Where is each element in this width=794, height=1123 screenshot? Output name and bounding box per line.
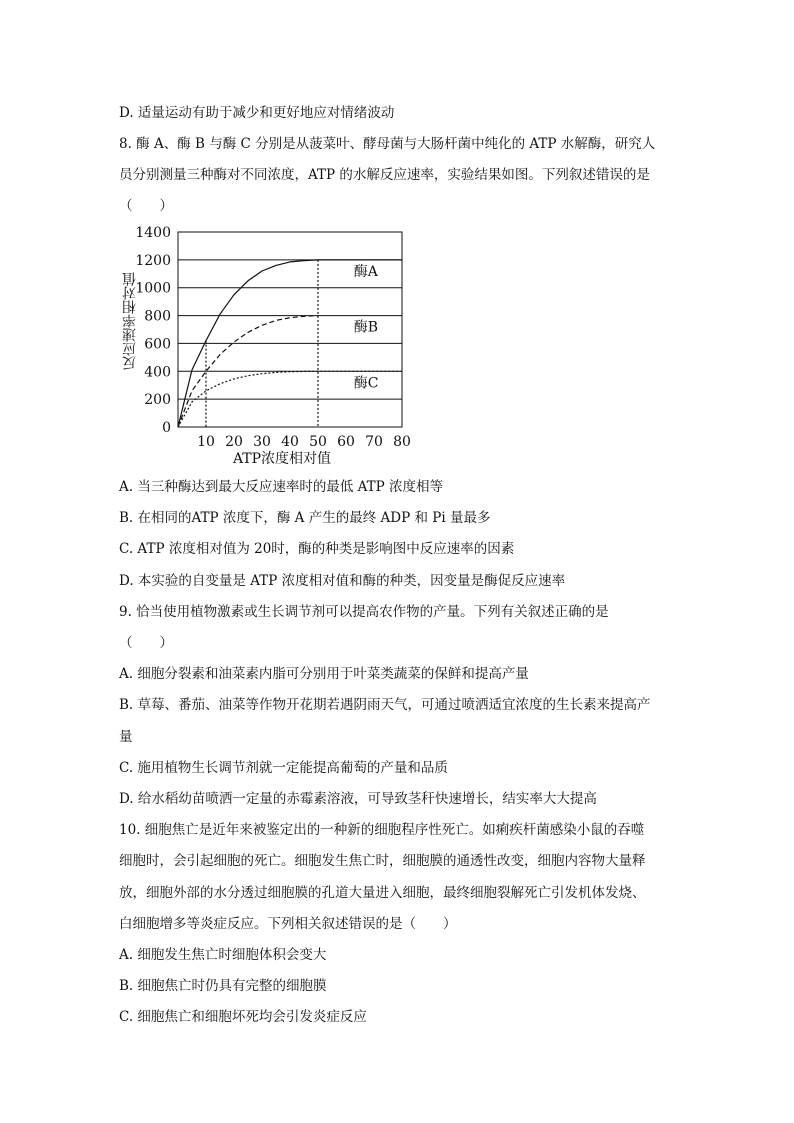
y-tick-labels [135,225,171,436]
text-line-bottom-8: 量 [119,728,133,745]
text-line-bottom-17: C. 细胞焦亡和细胞坏死均会引发炎症反应 [119,1009,367,1026]
x-tick-label: 20 [225,434,243,450]
x-tick-label: 60 [337,434,355,450]
y-tick-label: 400 [144,364,171,381]
y-tick-label: 600 [144,336,171,353]
text-line-bottom-14: 白细胞增多等炎症反应。下列相关叙述错误的是（ ） [119,915,457,932]
text-line-bottom-11: 10. 细胞焦亡是近年来被鉴定出的一种新的细胞程序性死亡。如痢疾杆菌感染小鼠的吞噬 [119,822,645,839]
text-line-bottom-3: D. 本实验的自变量是 ATP 浓度相对值和酶的种类，因变量是酶促反应速率 [119,572,566,589]
series-label: 酶B [353,319,379,336]
x-tick-label: 70 [365,434,383,450]
text-line-bottom-7: B. 草莓、番茄、油菜等作物开花期若遇阴雨天气，可通过喷洒适宜浓度的生长素来提高产 [119,697,651,714]
x-axis-label: ATP浓度相对值 [232,451,332,467]
text-line-top-2: 员分别测量三种酶对不同浓度，ATP 的水解反应速率，实验结果如图。下列叙述错误的是 [119,167,650,183]
text-line-bottom-15: A. 细胞发生焦亡时细胞体积会变大 [119,947,327,963]
y-tick-label: 1400 [135,225,171,241]
text-line-top-1: 8. 酶 A、酶 B 与酶 C 分别是从菠菜叶、酵母菌与大肠杆菌中纯化的 ATP 水解酶，研究人 [119,136,656,152]
text-line-bottom-0: A. 当三种酶达到最大反应速率时的最低 ATP 浓度相等 [119,479,444,495]
x-tick-labels [197,434,411,450]
x-tick-label: 50 [309,434,327,450]
y-tick-label: 200 [144,392,171,409]
x-tick-label: 40 [281,434,299,450]
x-tick-label: 80 [393,434,411,450]
text-line-bottom-4: 9. 恰当使用植物激素或生长调节剂可以提高农作物的产量。下列有关叙述正确的是 [119,603,609,620]
text-line-bottom-1: B. 在相同的ATP 浓度下，酶 A 产生的最终 ADP 和 Pi 量最多 [119,510,491,527]
text-line-bottom-9: C. 施用植物生长调节剂就一定能提高葡萄的产量和品质 [119,759,448,776]
y-tick-label: 1200 [135,252,171,269]
text-line-bottom-13: 放，细胞外部的水分透过细胞膜的孔道大量进入细胞，最终细胞裂解死亡引发机体发烧、 [119,884,646,901]
enzyme-rate-chart [112,222,412,472]
text-line-bottom-10: D. 给水稻幼苗喷洒一定量的赤霉素溶液，可导致茎秆快速增长，结实率大大提高 [119,791,597,807]
text-line-bottom-5: （ ） [119,635,173,651]
y-tick-label: 1000 [135,280,171,297]
series-label: 酶A [353,263,378,280]
text-line-bottom-16: B. 细胞焦亡时仍具有完整的细胞膜 [119,978,327,995]
y-tick-label: 800 [144,308,171,325]
text-line-top-3: （ ） [119,198,173,214]
x-tick-label: 30 [253,434,271,450]
y-tick-label: 0 [162,420,171,436]
text-line-bottom-2: C. ATP 浓度相对值为 20时，酶的种类是影响图中反应速率的因素 [119,541,515,558]
series-label: 酶C [353,375,379,392]
x-tick-label: 10 [197,434,215,450]
text-line-bottom-12: 细胞时，会引起细胞的死亡。细胞发生焦亡时，细胞膜的通透性改变，细胞内容物大量释 [119,853,646,870]
y-axis-label: 反应速率相对值 [122,272,138,370]
text-line-bottom-6: A. 细胞分裂素和油菜素内脂可分别用于叶菜类蔬菜的保鲜和提高产量 [119,666,529,683]
series-labels [354,264,379,391]
text-line-top-0: D. 适量运动有助于减少和更好地应对情绪波动 [119,105,395,121]
